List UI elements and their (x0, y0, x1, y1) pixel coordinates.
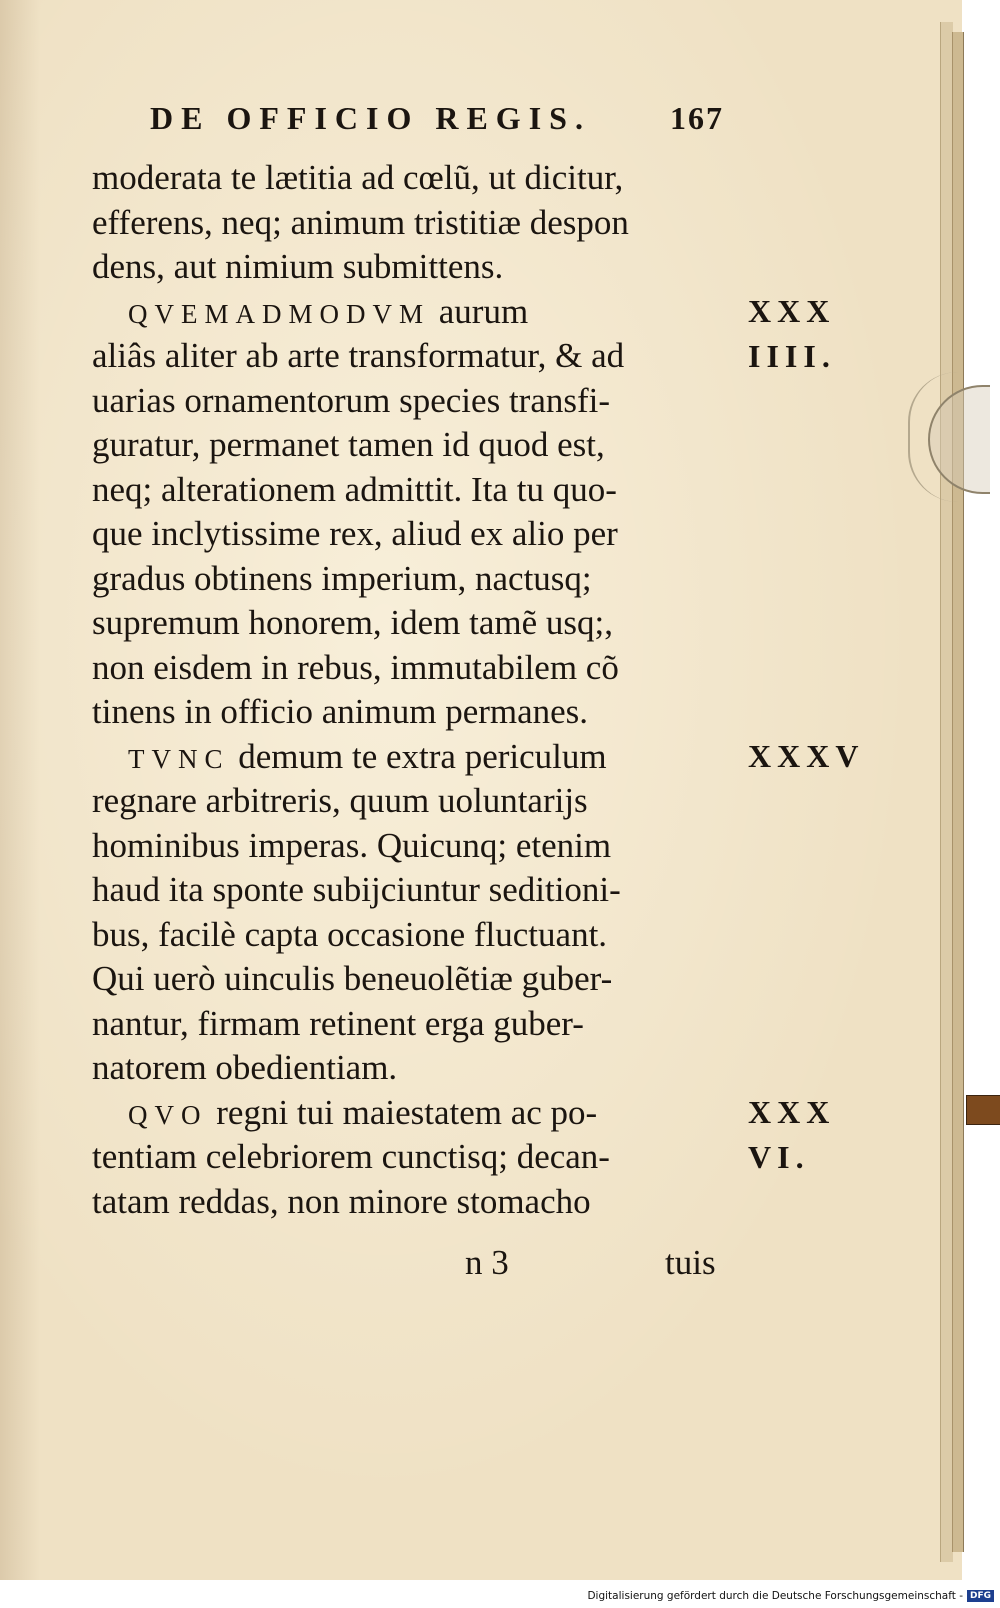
running-title: DE OFFICIO REGIS. (150, 100, 591, 136)
text-line: aliâs aliter ab arte transformatur, & ad (92, 336, 625, 375)
text-line: tinens in officio animum permanes. (92, 692, 589, 731)
credit-text: Digitalisierung gefördert durch die Deutsche Forschungsgemeinschaft - (587, 1590, 963, 1602)
text-line: tatam reddas, non minore stomacho (92, 1181, 591, 1221)
text-line: guratur, permanet tamen id quod est, (92, 425, 605, 464)
text-line: gradus obtinens imperium, nactusq; (92, 558, 592, 598)
signature-mark: n 3 (465, 1243, 509, 1282)
text-line: efferens, neq; animum tristitiæ despon (92, 202, 629, 242)
paragraph-lead: TVNC (128, 743, 230, 774)
page-number: 167 (670, 100, 724, 136)
paragraph-lead: QVO (128, 1099, 208, 1130)
text-line: dens, aut nimium submittens. (92, 247, 504, 286)
digitization-credit (587, 1586, 994, 1606)
text-line: moderata te lætitia ad cœlũ, ut dicitur, (92, 158, 624, 197)
text-line: QVO regni tui maiestatem ac po- (128, 1092, 598, 1132)
text-line: bus, facilè capta occasione fluctuant. (92, 914, 608, 954)
paragraph-lead: QVEMADMODVM (128, 298, 431, 329)
text-line: TVNC demum te extra periculum (128, 736, 607, 776)
page-edge-back (952, 32, 964, 1552)
text-line: neq; alterationem admittit. Ita tu quo- (92, 469, 617, 509)
catchword: tuis (665, 1243, 716, 1282)
text-line: Qui uerò uinculis beneuolẽtiæ guber- (92, 959, 613, 998)
margin-note-xxxiiii: XXX IIII. (748, 293, 836, 374)
running-header (150, 100, 770, 150)
dfg-logo: DFG (967, 1590, 994, 1602)
text-line: haud ita sponte subijciuntur seditioni- (92, 870, 621, 909)
signature-line (465, 1243, 745, 1293)
text-line: uarias ornamentorum species transfi- (92, 380, 611, 420)
text-line: QVEMADMODVM aurum (128, 291, 529, 331)
text-line: natorem obedientiam. (92, 1048, 398, 1087)
margin-note-xxxv: XXXV (748, 738, 865, 774)
text-line: nantur, firmam retinent erga guber- (92, 1003, 584, 1043)
text-line: supremum honorem, idem tamẽ usq;, (92, 603, 614, 642)
margin-note-xxxvi: XXX VI. (748, 1094, 836, 1175)
text-line: non eisdem in rebus, immutabilem cõ (92, 647, 619, 687)
text-line: hominibus imperas. Quicunq; etenim (92, 825, 612, 865)
text-line: tentiam celebriorem cunctisq; decan- (92, 1137, 610, 1176)
text-line: que inclytissime rex, aliud ex alio per (92, 514, 618, 553)
body-text (92, 156, 742, 1224)
text-line: regnare arbitreris, quum uoluntarijs (92, 781, 588, 820)
bookmark-tab (966, 1095, 1000, 1125)
